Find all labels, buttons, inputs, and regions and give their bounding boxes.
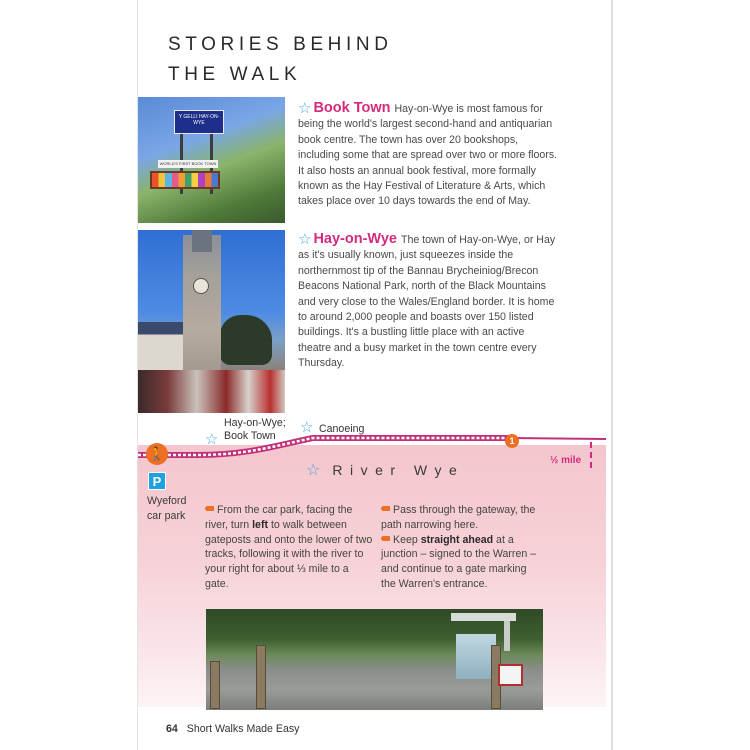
town-sign: Y GELLI HAY-ON-WYE: [174, 110, 224, 134]
tower-roof: [192, 230, 212, 252]
route-step-2b: [381, 533, 541, 592]
page-number: 64: [166, 723, 178, 735]
trees: [220, 315, 272, 365]
warren-sign: [498, 664, 523, 686]
clock-tower-photo: [138, 230, 285, 413]
waypoint-1-icon: 1: [505, 434, 519, 448]
story-heading: Hay-on-Wye: [313, 231, 397, 247]
distance-marker: [590, 442, 592, 468]
story-heading: Book Town: [313, 100, 391, 116]
step-text: to walk between gateposts and onto the lower of two tracks, following it with the river to your right for about ⅓ mile to a gate.: [205, 518, 373, 590]
route-step-2: [381, 503, 541, 592]
gateway-photo: [206, 609, 543, 710]
bridge-pillar: [504, 621, 510, 651]
step-text: From the car park, facing the river, turn: [205, 504, 353, 531]
step-emphasis: straight ahead: [420, 533, 494, 546]
booktown-strip: WORLD'S FIRST BOOK TOWN: [159, 161, 217, 166]
carpark-label: Wyeford car park: [147, 495, 187, 522]
bullet-icon: [205, 506, 214, 511]
story-book-town: [298, 101, 560, 210]
distance-label: ½ mile: [550, 455, 582, 466]
building: [138, 322, 183, 372]
clock-face: [193, 278, 209, 294]
step-text: Pass through the gateway, the path narrowing here.: [381, 504, 536, 531]
story-body: The town of Hay-on-Wye, or Hay as it's usually known, just squeezes inside the northernmost tip of the Bannau Brycheiniog/Brecon Beacons National Park, north of the Black Mountains and very close to the Wales/England border. It is home to around 2,000 people and boasts over 150 listed buildings. It's a bustling little place with an active theatre and a busy market in the town centre every Thursday.: [298, 234, 556, 370]
river-water: [456, 634, 496, 679]
title-line-1: STORIES BEHIND: [168, 34, 393, 55]
title-line-2: THE WALK: [168, 64, 302, 85]
star-icon: ☆: [298, 231, 312, 248]
gatepost: [210, 661, 220, 709]
page-title: [168, 30, 393, 90]
book-page: [137, 0, 613, 750]
book-title: Short Walks Made Easy: [186, 723, 300, 735]
bullet-icon: [381, 506, 390, 511]
bullet-icon: [381, 536, 390, 541]
story-hay-on-wye: [298, 232, 560, 372]
label-hay-book-town: Hay-on-Wye; Book Town: [224, 417, 286, 442]
river-label: [306, 460, 464, 480]
step-text: at a junction – signed to the Warren – and continue to a gate marking the Warren's entrance.: [381, 533, 537, 590]
booktown-sign-photo: [138, 97, 285, 223]
market-crowd: [138, 370, 285, 413]
river-name: River Wye: [332, 462, 465, 478]
book-shelf: [150, 171, 220, 189]
star-icon: ☆: [205, 431, 219, 448]
star-icon: ☆: [306, 462, 321, 479]
route-step-2a: [381, 503, 541, 533]
parking-icon: P: [148, 472, 166, 490]
star-icon: ☆: [298, 100, 312, 117]
route-step-1: [205, 503, 375, 592]
walker-icon: 🚶: [146, 443, 168, 465]
step-emphasis: left: [252, 518, 268, 531]
star-icon: ☆: [300, 419, 314, 436]
gatepost: [256, 645, 266, 709]
page-footer: [166, 723, 299, 735]
bridge: [451, 613, 516, 621]
step-text: Keep: [393, 533, 421, 546]
story-body: Hay-on-Wye is most famous for being the world's largest second-hand and antiquarian book centre. The town has over 20 bookshops, including some that are spread over two or more floors. It also hosts an annual book festival, more formally known as the Hay Festival of Literature & Arts, which takes place over 10 days towards the end of May.: [298, 103, 558, 208]
label-canoeing: Canoeing: [319, 423, 365, 435]
